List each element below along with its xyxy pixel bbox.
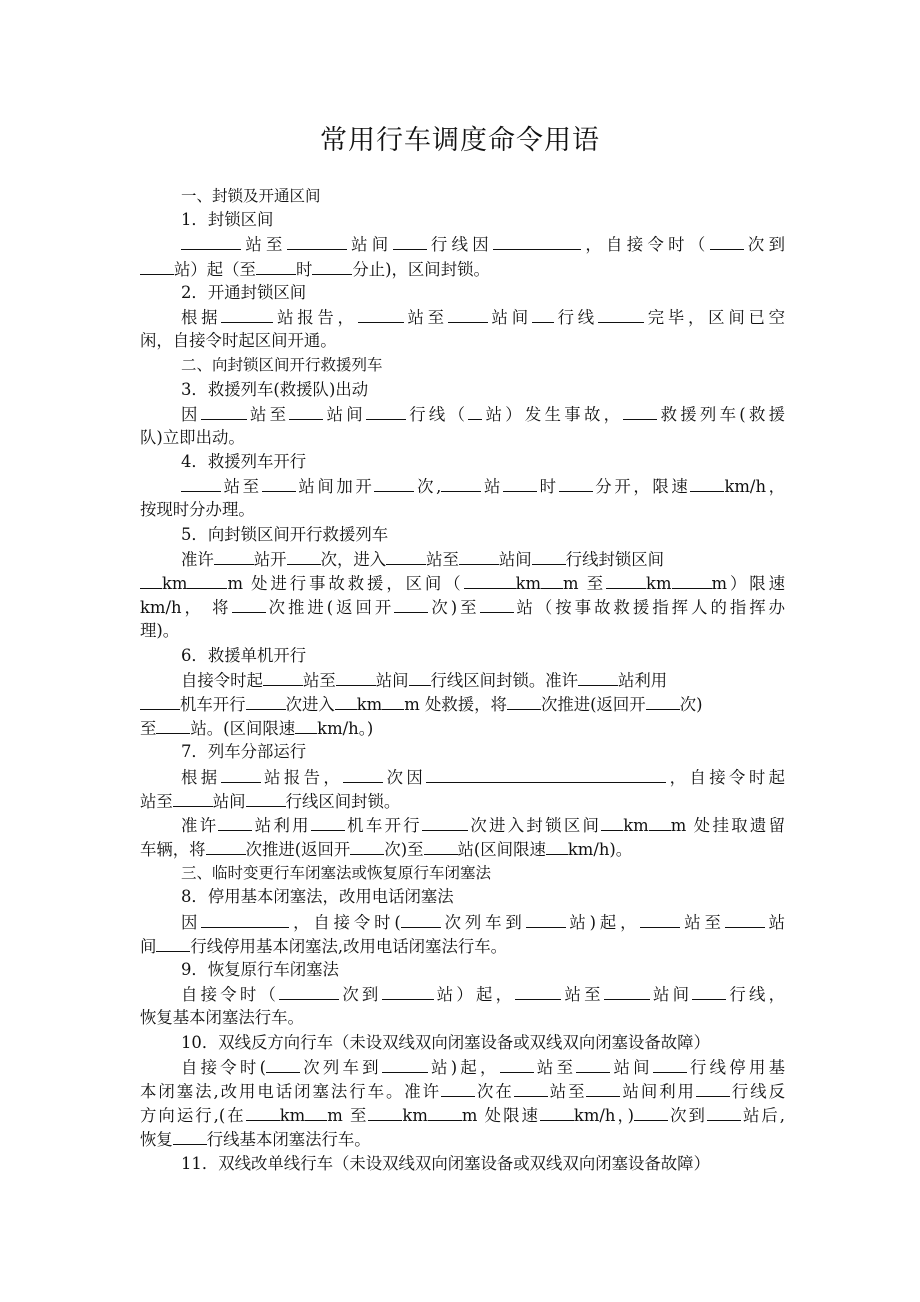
fill-blank <box>336 668 376 686</box>
fill-blank <box>366 402 406 420</box>
fill-blank <box>289 402 323 420</box>
item-heading: 4．救援列车开行 <box>181 452 307 472</box>
text-line: 自接令时( 次列车到 站)起， 站至 站间 行线停用基 <box>140 1055 785 1079</box>
fill-blank <box>382 692 404 710</box>
text-line: 间 行线停用基本闭塞法,改用电话闭塞法行车。 <box>140 934 785 958</box>
text-line: 准许 站开 次，进入 站至 站间 行线封锁区间 <box>140 547 785 571</box>
fill-blank <box>725 910 765 928</box>
item-heading: 9．恢复原行车闭塞法 <box>181 960 339 979</box>
fill-blank <box>672 571 712 589</box>
fill-blank <box>500 1055 534 1073</box>
fill-blank <box>201 402 247 420</box>
item-heading: 1．封锁区间 <box>181 210 274 230</box>
text-line: 恢复 行线基本闭塞法行车。 <box>140 1127 785 1151</box>
fill-blank <box>532 305 554 323</box>
fill-blank <box>343 765 383 783</box>
fill-blank <box>426 765 666 783</box>
fill-blank <box>206 837 246 855</box>
fill-blank <box>640 910 680 928</box>
fill-blank <box>140 571 162 589</box>
fill-blank <box>653 1055 687 1073</box>
fill-blank <box>707 1103 741 1121</box>
fill-blank <box>246 692 286 710</box>
text-line: 准许 站利用 机车开行 次进入封锁区间 km m 处挂取遗留 <box>140 813 785 837</box>
item-heading: 5．向封锁区间开行救援列车 <box>181 524 389 544</box>
fill-blank <box>287 232 347 250</box>
text-line: 站至 站间 行线因 ，自接令时（ 次到 <box>140 232 785 256</box>
fill-blank <box>173 1127 207 1145</box>
text-line: 自接令时（ 次到 站）起， 站至 站间 行线， <box>140 982 785 1006</box>
fill-blank <box>541 571 563 589</box>
fill-blank <box>335 692 357 710</box>
fill-blank <box>140 692 180 710</box>
fill-blank <box>441 1079 475 1097</box>
fill-blank <box>646 692 680 710</box>
page-title: 常用行车调度命令用语 <box>320 125 600 156</box>
fill-blank <box>312 257 352 275</box>
fill-blank <box>214 547 254 565</box>
fill-blank <box>710 232 744 250</box>
text-line: 本闭塞法,改用电话闭塞法行车。准许 次在 站至 站间利用 行线反 <box>140 1079 785 1103</box>
fill-blank <box>263 668 303 686</box>
item-heading: 10．双线反方向行车（未设双线双向闭塞设备或双线双向闭塞设备故障） <box>181 1032 710 1052</box>
fill-blank <box>480 595 514 613</box>
fill-blank <box>295 716 317 734</box>
fill-blank <box>422 813 468 831</box>
fill-blank <box>368 1103 402 1121</box>
fill-blank <box>287 547 321 565</box>
fill-blank <box>156 934 190 952</box>
item-heading: 2．开通封锁区间 <box>181 282 307 302</box>
section-heading: 二、向封锁区间开行救援列车 <box>181 356 383 375</box>
fill-blank <box>532 547 566 565</box>
fill-blank <box>428 1103 462 1121</box>
item-heading: 3．救援列车(救援队)出动 <box>181 379 369 399</box>
document-body <box>140 184 785 1176</box>
fill-blank <box>181 474 221 492</box>
fill-blank <box>266 1055 300 1073</box>
fill-blank <box>690 474 724 492</box>
text-line: 因 站至 站间 行线（ 站）发生事故， 救援列车(救援 <box>140 402 785 426</box>
fill-blank <box>514 1079 548 1097</box>
fill-blank <box>606 571 646 589</box>
fill-blank <box>546 837 568 855</box>
fill-blank <box>441 474 481 492</box>
item-heading: 6．救援单机开行 <box>181 645 307 665</box>
item-heading: 8．停用基本闭塞法，改用电话闭塞法 <box>181 887 454 907</box>
text-line: 站至 站间 行线区间封锁。 <box>140 789 785 813</box>
fill-blank <box>232 595 266 613</box>
fill-blank <box>578 668 618 686</box>
fill-blank <box>181 232 241 250</box>
text-line: 根据 站报告， 次因 ，自接令时起 <box>140 765 785 789</box>
text-line: 站至 站间加开 次, 站 时 分开，限速 km/h， <box>140 474 785 498</box>
text-line: 至 站。(区间限速 km/h。) <box>140 716 785 740</box>
section-heading: 三、临时变更行车闭塞法或恢复原行车闭塞法 <box>181 864 492 883</box>
fill-blank <box>598 305 644 323</box>
text-line: 自接令时起 站至 站间 行线区间封锁。准许 站利用 <box>140 668 785 692</box>
fill-blank <box>468 402 482 420</box>
item-heading: 7．列车分部运行 <box>181 742 307 762</box>
item-heading: 11．双线改单线行车（未设双线双向闭塞设备或双线双向闭塞设备故障） <box>181 1153 710 1173</box>
fill-blank <box>140 257 174 275</box>
text-line: km/h， 将 次推进(返回开 次)至 站（按事故救援指挥人的指挥办 <box>140 595 785 619</box>
fill-blank <box>634 1103 668 1121</box>
fill-blank <box>386 547 426 565</box>
fill-blank <box>493 232 581 250</box>
fill-blank <box>279 982 339 1000</box>
fill-blank <box>311 813 345 831</box>
fill-blank <box>424 837 458 855</box>
fill-blank <box>382 1055 428 1073</box>
fill-blank <box>448 305 488 323</box>
fill-blank <box>459 547 499 565</box>
fill-blank <box>350 837 384 855</box>
section-heading: 一、封锁及开通区间 <box>181 187 321 205</box>
text-line: 恢复基本闭塞法行车。 <box>140 1008 304 1028</box>
fill-blank <box>262 474 296 492</box>
text-line: 理)。 <box>140 621 180 641</box>
fill-blank <box>576 1055 610 1073</box>
fill-blank <box>515 982 561 1000</box>
fill-blank <box>221 765 261 783</box>
fill-blank <box>526 910 566 928</box>
fill-blank <box>540 1103 574 1121</box>
fill-blank <box>559 474 593 492</box>
text-line: 机车开行 次进入 km m 处救援，将 次推进(返回开 次) <box>140 692 785 716</box>
fill-blank <box>374 474 414 492</box>
text-line: 闲，自接令时起区间开通。 <box>140 331 337 351</box>
text-line: 按现时分办理。 <box>140 500 255 520</box>
fill-blank <box>692 982 726 1000</box>
fill-blank <box>246 1103 280 1121</box>
fill-blank <box>601 813 623 831</box>
text-line: 方向运行,(在 km m 至 km m 处限速 km/h，) 次到 站后, <box>140 1103 785 1127</box>
text-line: 根据 站报告， 站至 站间 行线 完毕，区间已空 <box>140 305 785 329</box>
fill-blank <box>393 232 427 250</box>
fill-blank <box>201 910 289 928</box>
text-line: 因 ，自接令时( 次列车到 站)起， 站至 站 <box>140 910 785 934</box>
fill-blank <box>305 1103 327 1121</box>
fill-blank <box>503 474 537 492</box>
fill-blank <box>187 571 227 589</box>
fill-blank <box>623 402 657 420</box>
fill-blank <box>358 305 404 323</box>
fill-blank <box>221 305 273 323</box>
fill-blank <box>256 257 296 275</box>
text-line: 队)立即出动。 <box>140 427 245 447</box>
fill-blank <box>604 982 650 1000</box>
fill-blank <box>173 789 213 807</box>
fill-blank <box>382 982 434 1000</box>
fill-blank <box>409 668 431 686</box>
text-line: 车辆，将 次推进(返回开 次)至 站(区间限速 km/h)。 <box>140 837 785 861</box>
fill-blank <box>507 692 541 710</box>
fill-blank <box>218 813 252 831</box>
text-line: 站）起（至 时 分止)，区间封锁。 <box>140 257 785 281</box>
fill-blank <box>696 1079 730 1097</box>
fill-blank <box>246 789 286 807</box>
fill-blank <box>401 910 441 928</box>
fill-blank <box>156 716 190 734</box>
fill-blank <box>464 571 516 589</box>
fill-blank <box>394 595 428 613</box>
text-line: km m 处进行事故救援，区间（ km m 至 km m）限速 <box>140 571 785 595</box>
fill-blank <box>649 813 671 831</box>
fill-blank <box>586 1079 620 1097</box>
